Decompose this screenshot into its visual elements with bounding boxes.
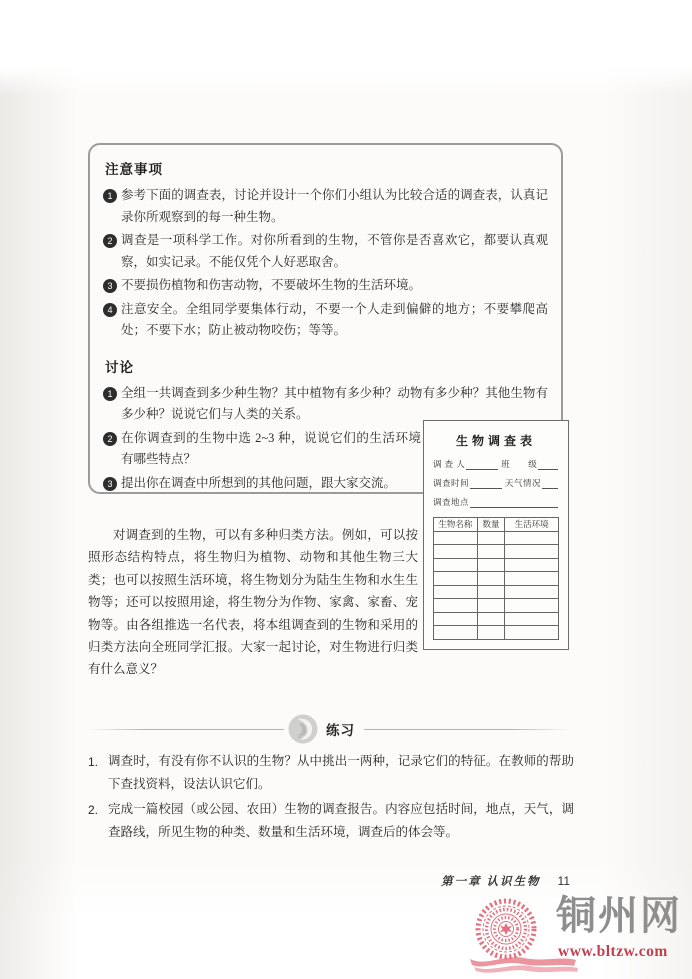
survey-table-body bbox=[434, 531, 559, 639]
survey-table-header-row bbox=[434, 518, 559, 532]
field-label-surveyor: 调 查 人 bbox=[433, 459, 466, 469]
exercise-text: 完成一篇校园（或公园、农田）生物的调查报告。内容应包括时间，地点，天气，调查路线，所见生物的种类、数量和生活环境，调查后的体会等。 bbox=[108, 802, 574, 839]
circled-number-icon: 1 bbox=[103, 387, 117, 401]
survey-empty-row bbox=[434, 626, 559, 640]
notes-item-text: 不要损伤植物和伤害动物，不要破坏生物的生活环境。 bbox=[121, 278, 422, 292]
notes-item-4 bbox=[103, 299, 548, 342]
notes-item-text: 注意安全。全组同学要集体行动，不要一个人走到偏僻的地方；不要攀爬高处；不要下水；防止被动物咬伤；等等。 bbox=[121, 301, 548, 337]
survey-empty-row bbox=[434, 599, 559, 613]
classification-paragraph: 对调查到的生物，可以有多种归类方法。例如，可以按照形态结构特点，将生物归为植物、动物和其他生物三大类；也可以按照生活环境，将生物划分为陆生生物和水生生物等；还可以按照用途，将生物分为作物、家禽、家畜、宠物等。由各组推选一名代表，将本组调查到的生物和采用的归类方法向全班同学汇报。大家一起讨论，对生物进行归类有什么意义？ bbox=[88, 528, 418, 677]
page-footer bbox=[200, 872, 570, 890]
survey-field-row bbox=[433, 458, 559, 470]
field-label-weather: 天气情况 bbox=[505, 478, 542, 488]
blank-line bbox=[542, 481, 558, 489]
survey-table bbox=[433, 517, 559, 640]
exercise-text: 调查时，有没有你不认识的生物？从中挑出一两种，记录它们的特征。在教师的帮助下查找资料，设法认识它们。 bbox=[108, 754, 574, 791]
watermark-site-name: 铜州网 bbox=[556, 893, 682, 938]
circled-number-icon: 3 bbox=[103, 279, 117, 293]
notes-item-1 bbox=[103, 185, 548, 228]
field-label-location: 调查地点 bbox=[433, 497, 470, 507]
col-header-count: 数量 bbox=[477, 518, 505, 532]
notes-item-3 bbox=[103, 275, 548, 297]
exercise-number: 1. bbox=[88, 755, 99, 769]
blank-line bbox=[538, 462, 558, 470]
exercise-item-1 bbox=[88, 750, 574, 795]
blank-line bbox=[470, 500, 558, 508]
survey-form-title: 生物调查表 bbox=[455, 434, 536, 448]
notes-title: 注意事项 bbox=[105, 162, 163, 177]
circled-number-icon: 3 bbox=[103, 477, 117, 491]
field-label-class: 班 级 bbox=[501, 459, 538, 469]
practice-icon bbox=[287, 713, 319, 745]
blank-line bbox=[470, 481, 502, 489]
circled-number-icon: 1 bbox=[103, 189, 117, 203]
divider-line bbox=[88, 729, 284, 730]
survey-empty-row bbox=[434, 558, 559, 572]
col-header-habitat: 生活环境 bbox=[505, 518, 559, 532]
site-watermark bbox=[468, 893, 692, 975]
circled-number-icon: 2 bbox=[103, 432, 117, 446]
exercise-list bbox=[88, 750, 574, 846]
blank-line bbox=[466, 462, 498, 470]
discussion-item-text: 在你调查到的生物中选 2~3 种，说说它们的生活环境有哪些特点？ bbox=[121, 430, 421, 466]
notes-item-2 bbox=[103, 230, 548, 273]
watermark-site-url: www.bltzw.com bbox=[558, 943, 668, 960]
exercise-item-2 bbox=[88, 798, 574, 843]
survey-empty-row bbox=[434, 572, 559, 586]
survey-field-row bbox=[433, 496, 559, 508]
field-label-time: 调查时间 bbox=[433, 478, 470, 488]
survey-empty-row bbox=[434, 545, 559, 559]
discussion-title: 讨论 bbox=[105, 359, 134, 375]
page-number: 11 bbox=[557, 874, 570, 888]
circled-number-icon: 4 bbox=[103, 303, 117, 317]
survey-empty-row bbox=[434, 585, 559, 599]
notes-item-text: 参考下面的调查表，讨论并设计一个你们小组认为比较合适的调查表，认真记录你所观察到的每一种生物。 bbox=[121, 188, 548, 224]
survey-field-row bbox=[433, 477, 559, 489]
divider-line bbox=[364, 729, 571, 730]
discussion-item-text: 提出你在调查中所想到的其他问题，跟大家交流。 bbox=[121, 475, 397, 490]
chapter-title: 第一章 认识生物 bbox=[441, 876, 541, 888]
practice-title: 练习 bbox=[326, 723, 355, 738]
col-header-name: 生物名称 bbox=[434, 518, 478, 532]
exercise-number: 2. bbox=[88, 803, 99, 817]
circled-number-icon: 2 bbox=[103, 234, 117, 248]
survey-empty-row bbox=[434, 612, 559, 626]
survey-empty-row bbox=[434, 531, 559, 545]
survey-form bbox=[423, 420, 569, 650]
practice-header bbox=[88, 712, 571, 746]
discussion-item-text: 全组一共调查到多少种生物？其中植物有多少种？动物有多少种？其他生物有多少种？说说它们与人类的关系。 bbox=[121, 385, 548, 421]
notes-item-text: 调查是一项科学工作。对你所看到的生物，不管你是否喜欢它，都要认真观察，如实记录。不能仅凭个人好恶取舍。 bbox=[121, 233, 548, 269]
